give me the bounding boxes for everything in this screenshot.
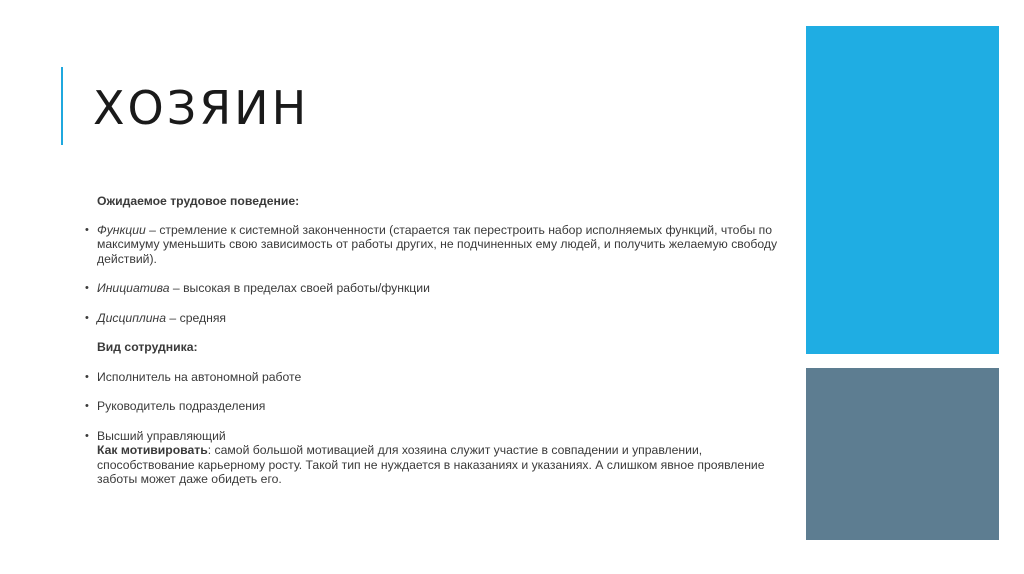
behavior-heading: Ожидаемое трудовое поведение: [97, 194, 300, 208]
decorative-slate-block [806, 368, 999, 540]
slide-content [85, 194, 785, 487]
motivation-paragraph [85, 443, 785, 487]
bullet-initiative [85, 281, 785, 296]
bullet-dot: • [85, 223, 89, 236]
bullet-text: – высокая в пределах своей работы/функции [169, 281, 430, 295]
slide-title: ХОЗЯИН [93, 81, 310, 135]
bullet-functions [85, 223, 785, 267]
bullet-term: Функции [97, 222, 146, 237]
bullet-term: Инициатива [97, 281, 170, 295]
title-accent-bar [61, 67, 63, 145]
bullet-employee-autonomous [85, 370, 785, 385]
bullet-dot: • [85, 429, 89, 442]
bullet-text: Высший управляющий [97, 428, 226, 443]
bullet-text: – стремление к системной законченности (старается так перестроить набор исполняемых функций, чтобы по максимуму уменьшить свою зависимость от работы других, не подчиненных ему людей, и получить желаемую свободу действий). [97, 222, 778, 266]
bullet-employee-head [85, 399, 785, 414]
bullet-dot: • [85, 400, 89, 412]
decorative-blue-block [806, 26, 999, 354]
bullet-text: Исполнитель на автономной работе [97, 369, 302, 384]
bullet-discipline [85, 311, 785, 326]
bullet-term: Дисциплина [97, 310, 167, 325]
bullet-employee-executive [85, 429, 785, 444]
bullet-text: Руководитель подразделения [97, 399, 266, 413]
bullet-text: – средняя [166, 310, 227, 325]
motivation-label: Как мотивировать [97, 443, 208, 457]
bullet-dot: • [85, 282, 89, 294]
motivation-text: : самой большой мотивацией для хозяина служит участие в совпадении и управлении, способствование карьерному росту. Такой тип не нуждается в наказаниях и указаниях. А слишком явное проявление заботы может даже обидеть его. [97, 443, 765, 486]
bullet-dot: • [85, 370, 89, 383]
employee-type-heading: Вид сотрудника: [97, 340, 198, 354]
bullet-dot: • [85, 311, 89, 324]
